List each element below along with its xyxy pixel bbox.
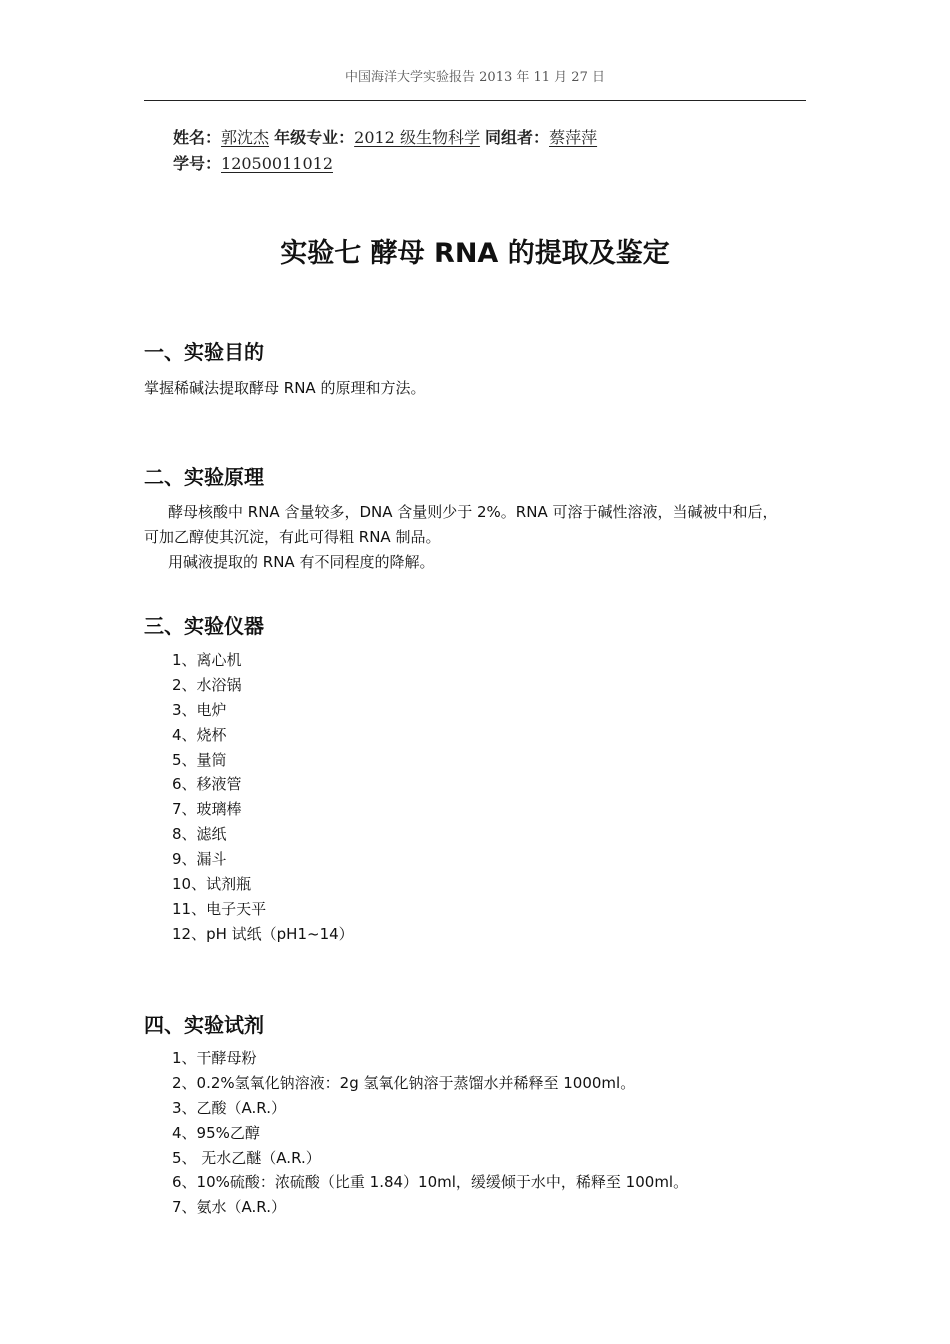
- section-heading-reagents: 四、实验试剂: [144, 1013, 264, 1037]
- list-item: 5、量筒: [172, 750, 227, 769]
- name-value: 郭沈杰: [221, 128, 270, 147]
- document-title: 实验七 酵母 RNA 的提取及鉴定: [280, 238, 670, 269]
- group-label: 同组者：: [485, 128, 550, 147]
- principle-paragraph-2: 用碱液提取的 RNA 有不同程度的降解。: [168, 553, 435, 571]
- list-item: 6、10%硫酸：浓硫酸（比重 1.84）10ml，缓缓倾于水中，稀释至 100ml。: [172, 1173, 689, 1192]
- list-item: 1、离心机: [172, 651, 242, 669]
- list-item: 3、乙酸（A.R.）: [172, 1098, 286, 1117]
- major-label: 年级专业：: [274, 128, 355, 147]
- list-item: 5、 无水乙醚（A.R.）: [172, 1148, 321, 1167]
- list-item: 9、漏斗: [172, 850, 227, 869]
- major-value: 2012 级生物科学: [354, 128, 480, 147]
- list-item: 12、pH 试纸（pH1~14）: [172, 924, 354, 943]
- header-divider: [144, 100, 806, 101]
- list-item: 4、烧杯: [172, 725, 227, 744]
- section-heading-principle: 二、实验原理: [144, 465, 264, 489]
- list-item: 7、氨水（A.R.）: [172, 1198, 286, 1217]
- principle-paragraph-1-line-1: 酵母核酸中 RNA 含量较多，DNA 含量则少于 2%。RNA 可溶于碱性溶液，当碱被中和后，: [168, 503, 778, 521]
- list-item: 7、玻璃棒: [172, 800, 242, 819]
- list-item: 6、移液管: [172, 775, 242, 794]
- reagent-list: [172, 1046, 688, 1220]
- list-item: 10、试剂瓶: [172, 875, 252, 894]
- list-item: 11、电子天平: [172, 899, 267, 918]
- section-heading-instruments: 三、实验仪器: [144, 614, 264, 638]
- section-heading-purpose: 一、实验目的: [144, 340, 264, 364]
- id-label: 学号：: [173, 154, 222, 173]
- id-value: 12050011012: [221, 154, 333, 173]
- list-item: 1、干酵母粉: [172, 1049, 257, 1067]
- name-label: 姓名：: [173, 128, 222, 147]
- list-item: 3、电炉: [172, 700, 227, 719]
- student-info-line-2: [173, 151, 333, 174]
- list-item: 8、滤纸: [172, 825, 227, 844]
- report-header: 中国海洋大学实验报告 2013 年 11 月 27 日: [345, 70, 605, 85]
- list-item: 2、0.2%氢氧化钠溶液：2g 氢氧化钠溶于蒸馏水并稀释至 1000ml。: [172, 1073, 636, 1092]
- list-item: 2、水浴锅: [172, 675, 242, 694]
- purpose-text: 掌握稀碱法提取酵母 RNA 的原理和方法。: [144, 379, 426, 397]
- group-value: 蔡萍萍: [549, 128, 598, 147]
- instrument-list: [172, 648, 354, 947]
- list-item: 4、95%乙醇: [172, 1123, 260, 1142]
- principle-paragraph-1-line-2: 可加乙醇使其沉淀，有此可得粗 RNA 制品。: [144, 528, 441, 546]
- student-info-line-1: [173, 125, 597, 148]
